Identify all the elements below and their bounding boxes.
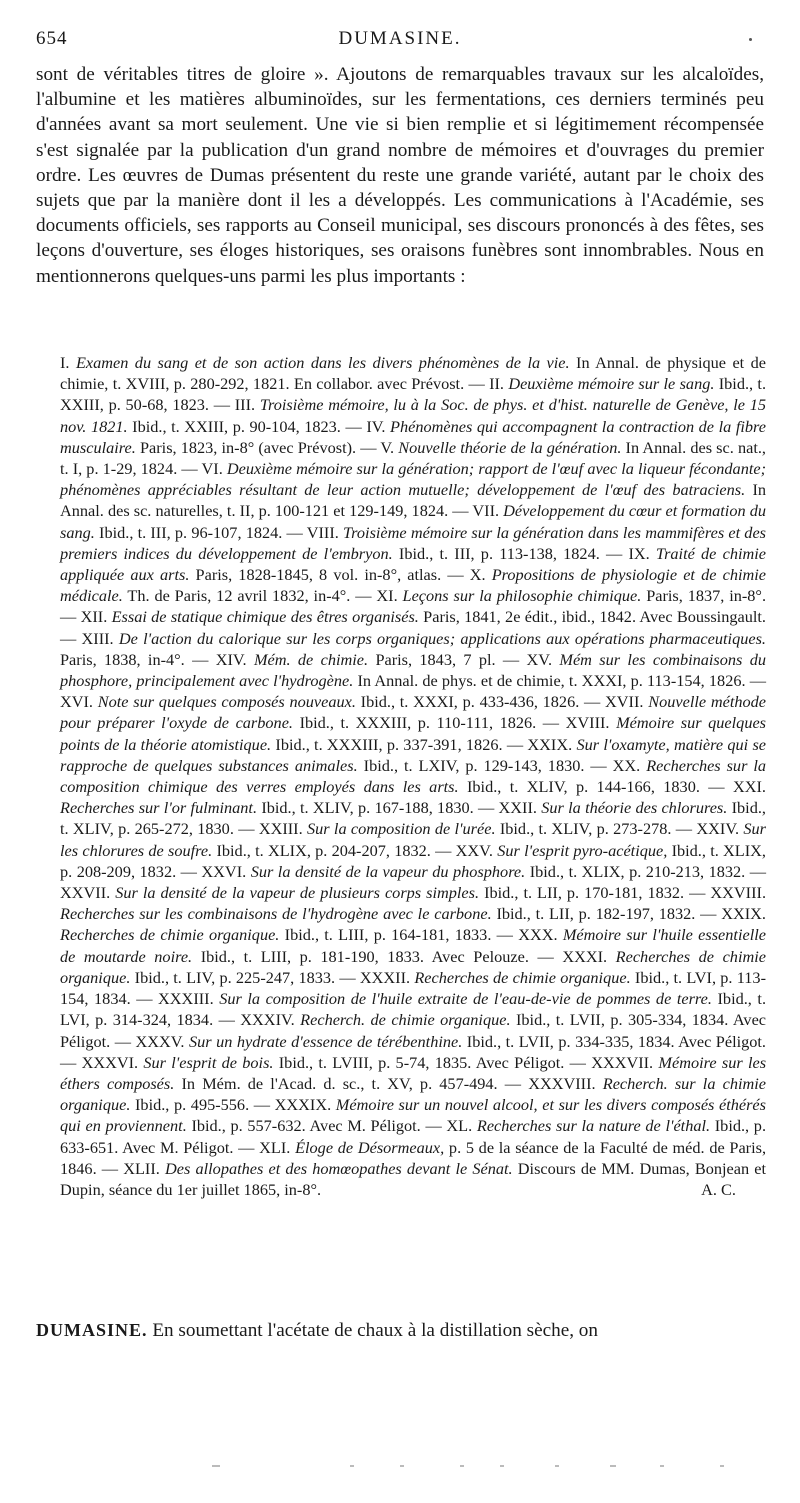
bibliography-entry: — IV. Phénomènes qui accompagnent la contraction de la fibre musculaire. Paris, 1823, in-8° (avec Prévost). (60, 416, 766, 457)
running-title: DUMASINE. (338, 28, 462, 49)
bibliography-entry: — XXIX. Recherches de chimie organique. Ibid., t. LIII, p. 164-181, 1833. (60, 904, 766, 945)
entry-title: Recherches sur la composition chimique des verres employés dans les arts. (60, 755, 767, 797)
entry-reference: Ibid., t. III, p. 113-138, 1824. (398, 543, 600, 563)
entry-reference: Ibid., t. XLIX, p. 204-207, 1832. (216, 840, 431, 860)
entry-reference: Ibid., t. LII, p. 170-181, 1832. (484, 883, 685, 903)
entry-title: Éloge de Désormeaux, (295, 1137, 445, 1157)
bibliography-entry: — XXVI. Sur la densité de la vapeur du phosphore. Ibid., t. XLIX, p. 210-213, 1832. (176, 861, 746, 881)
entry-title: Développement du cœur et formation du sang. (60, 501, 766, 542)
bibliography-entry: — XVII. Nouvelle méthode pour préparer l'oxyde de carbone. Ibid., t. XXXIII, p. 110-111, 1826. (60, 692, 766, 733)
entry-title: Note sur quelques composés nouveaux. (97, 692, 356, 712)
bibliography-entry: — VII. Développement du cœur et formation du sang. Ibid., t. III, p. 96-107, 1824. (60, 501, 766, 542)
entry-reference: Paris, 1838, in-4°. (60, 649, 185, 669)
entry-reference: In Annal. des sc. nat., t. I, p. 1-29, 1824. (60, 437, 766, 479)
entry-reference: p. 5 de la séance de la Faculté de méd. de Paris, 1846. (60, 1137, 767, 1178)
intro-paragraph (36, 62, 764, 289)
entry-reference: In Annal. de physique et de chimie, t. XVIII, p. 280-292, 1821. En collabor. avec Prévost. (60, 353, 766, 394)
entry-title: Mémoire sur un nouvel alcool, et sur les divers composés éthérés qui en proviennent. (60, 1095, 766, 1136)
entry-number: XXXIV. (240, 1010, 295, 1030)
entry-title: Deuxième mémoire sur le sang. (508, 374, 715, 394)
entry-reference: Paris, 1823, in-8° (avec Prévost). (139, 437, 357, 457)
bibliography-entry: — XV. Mém sur les combinaisons du phosphore, principalement avec l'hydrogène. In Annal. de phys. et de chimie, t. XXXI, p. 113-154, 1826. (60, 649, 767, 691)
entry-number: XX. (612, 755, 641, 775)
entry-reference: Ibid., t. III, p. 96-107, 1824. (99, 522, 283, 542)
bibliography-entry: — XL. Recherches sur la nature de l'éthal. Ibid., p. 633-651. Avec M. Péligot. (60, 1116, 767, 1157)
next-entry-text: En soumettant l'acétate de chaux à la distillation sèche, on (152, 1320, 598, 1341)
bibliography-entry: — XXVII. Sur la densité de la vapeur de plusieurs corps simples. Ibid., t. LII, p. 170-181, 1832. (60, 861, 767, 903)
entry-number: XXVI. (201, 861, 247, 881)
entry-title: De l'action du calorique sur les corps organiques; applications aux opérations pharmaceutiques. (118, 628, 766, 648)
entry-reference: Ibid., t. LVII, p. 334-335, 1834. Avec Péligot. (466, 1031, 766, 1051)
next-entry-headword: DUMASINE. (36, 1320, 148, 1340)
entry-number: XXXIII. (158, 989, 214, 1009)
bibliography-entry: — XXVIII. Recherches sur les combinaisons de l'hydrogène avec le carbone. Ibid., t. LII, p. 182-197, 1832. (60, 883, 767, 924)
entry-title: Recherches de chimie organique. (60, 925, 280, 945)
entry-title: Sur la densité de la vapeur de plusieurs corps simples. (115, 883, 480, 903)
entry-reference: Ibid., t. XXXIII, p. 110-111, 1826. (299, 713, 537, 733)
bibliography-entry: — XI. Leçons sur la philosophie chimique. Paris, 1837, in-8°. (350, 586, 767, 606)
entry-reference: In Annal. des sc. naturelles, t. II, p. 100-121 et 129-149, 1824. (60, 480, 766, 521)
entry-reference: Paris, 1843, 7 pl. (375, 649, 496, 669)
entry-title: Sur l'esprit pyro-acétique, (497, 840, 668, 860)
bibliography-entry: — V. Nouvelle théorie de la génération. In Annal. des sc. nat., t. I, p. 1-29, 1824. (60, 437, 766, 479)
entry-title: Troisième mémoire, lu à la Soc. de phys. et d'hist. naturelle de Genève, le 15 nov. 1821. (60, 395, 767, 436)
entry-title: Mémoire sur l'huile essentielle de moutarde noire. (60, 925, 766, 966)
entry-reference: Ibid., t. LVIII, p. 5-74, 1835. Avec Péligot. (278, 1052, 565, 1072)
entry-title: Mém sur les combinaisons du phosphore, principalement avec l'hydrogène. (60, 649, 767, 691)
entry-title: Phénomènes qui accompagnent la contraction de la fibre musculaire. (60, 416, 766, 457)
entry-reference: In Mém. de l'Acad. d. sc., t. XV, p. 457-494. (181, 1073, 498, 1093)
bibliography-entry: — XLI. Éloge de Désormeaux, p. 5 de la séance de la Faculté de méd. de Paris, 1846. (60, 1137, 767, 1178)
bibliography-entry: — XVIII. Mémoire sur quelques points de la théorie atomistique. Ibid., t. XXXIII, p. 337-391, 1826. (60, 713, 767, 754)
entry-title: Leçons sur la philosophie chimique. (402, 586, 642, 606)
entry-number: XXXV. (135, 1031, 185, 1051)
entry-number: X. (469, 565, 486, 585)
bleed-through-trace (200, 1462, 760, 1470)
entry-number: XLI. (259, 1137, 291, 1157)
entry-number: XXXIX. (274, 1095, 332, 1115)
entry-number: XXXI. (562, 946, 608, 966)
entry-number: XVIII. (565, 713, 610, 733)
bibliography-entry: — XXIV. Sur les chlorures de soufre. Ibid., t. XLIX, p. 204-207, 1832. (60, 819, 767, 860)
entry-reference: Th. de Paris, 12 avril 1832, in-4°. (127, 586, 351, 606)
bibliography-entry: — XII. Essai de statique chimique des êtres organisés. Paris, 1841, 2e édit., ibid., 1842. Avec Boussingault. (60, 607, 766, 627)
entry-number: XXXVIII. (528, 1073, 596, 1093)
entry-number: XXIII. (258, 819, 303, 839)
entry-reference: Ibid., p. 557-632. Avec M. Péligot. (191, 1116, 421, 1136)
entry-title: Sur l'esprit de bois. (143, 1052, 274, 1072)
entry-number: III. (234, 395, 256, 415)
bibliography-entry: — XXIX. Sur l'oxamyte, matière qui se rapproche de quelques substances animales. Ibid., t. LXIV, p. 129-143, 1830. (60, 734, 767, 775)
entry-reference: Paris, 1841, 2e édit., ibid., 1842. Avec Boussingault. (423, 607, 766, 627)
bibliography-entry: — XXXIII. Sur la composition de l'huile extraite de l'eau-de-vie de pommes de terre. Ibid., t. LVI, p. 314-324, 1834. (60, 989, 767, 1030)
entry-reference: In Annal. de phys. et de chimie, t. XXXI, p. 113-154, 1826. (357, 671, 746, 691)
entry-title: Recherches sur l'or fulminant. (60, 798, 258, 818)
bibliography-entry: — XXXIV. Recherch. de chimie organique. Ibid., t. LVII, p. 305-334, 1834. Avec Péligot. (60, 1010, 767, 1051)
entry-number: VI. (201, 459, 223, 479)
entry-title: Mémoire sur quelques points de la théorie atomistique. (60, 713, 767, 754)
bibliography-entry: — XXXVI. Sur l'esprit de bois. Ibid., t. LVIII, p. 5-74, 1835. Avec Péligot. (60, 1052, 565, 1072)
page-header (36, 28, 764, 56)
entry-number: XLII. (123, 1158, 160, 1178)
bibliography-entry: — XXXII. Recherches de chimie organique. Ibid., t. LVI, p. 113-154, 1834. (60, 967, 766, 1009)
bibliography-entry: — VI. Deuxième mémoire sur la génération; rapport de l'œuf avec la liqueur fécondante; phénomènes appréciables résultant de leur action mutuelle; développement de l'œuf des batraciens. In Annal. des sc. naturelles, t. II, p. 100-121 et 129-149, 1824. (60, 459, 767, 521)
entry-reference: Ibid., t. LVI, p. 113-154, 1834. (60, 967, 766, 1009)
entry-title: Sur un hydrate d'essence de térébenthine. (189, 1031, 463, 1051)
entry-number: XXXVII. (591, 1052, 654, 1072)
entry-reference: Ibid., t. LII, p. 182-197, 1832. (496, 904, 696, 924)
entry-title: Mém. de chimie. (253, 649, 369, 669)
entry-title: Propositions de physiologie et de chimie médicale. (60, 565, 766, 606)
entry-reference: Ibid., t. XXXIII, p. 337-391, 1826. (275, 734, 503, 754)
next-entry (36, 1318, 764, 1343)
bibliography-entry: — XXXIX. Mémoire sur un nouvel alcool, et sur les divers composés éthérés qui en proviennent. Ibid., p. 557-632. Avec M. Péligot. (60, 1095, 766, 1136)
entry-number: XXII. (498, 798, 537, 818)
entry-title: Examen du sang et de son action dans les divers phénomènes de la vie. (75, 353, 570, 372)
intro-text: sont de véritables titres de gloire ». Ajoutons de remarquables travaux sur les alcaloïdes, l'albumine et les matières albuminoïdes, sur les fermentations, ces derniers terminés peu d'années avant sa mort seulement. Une vie si bien remplie et si légitimement récompensée s'est signalée par la publication d'un grand nombre de mémoires et d'ouvrages du premier ordre. Les œuvres de Dumas présentent du reste une grande variété, autant par le choix des sujets que par la manière dont il les a développés. Les communications à l'Académie, ses documents officiels, ses rapports au Conseil municipal, ses discours prononcés à des fêtes, ses leçons d'ouverture, ses éloges historiques, ses oraisons funèbres sont innombrables. Nous en mentionnerons quelques-uns parmi les plus importants : (36, 64, 764, 287)
bibliography-entry: — XXX. Mémoire sur l'huile essentielle de moutarde noire. Ibid., t. LIII, p. 181-190, 1833. Avec Pelouze. (60, 925, 766, 966)
entry-title: Recherches de chimie organique. (60, 946, 766, 987)
entry-number: XIV. (215, 649, 247, 669)
entry-number: XII. (80, 607, 108, 627)
entry-title: Troisième mémoire sur la génération dans les mammifères et des premiers indices du développement de l'embryon. (60, 522, 767, 563)
entry-title: Sur les chlorures de soufre. (60, 819, 767, 860)
entry-number: VII. (472, 501, 500, 521)
bibliography (60, 352, 766, 1200)
bibliography-entry: — IX. Traité de chimie appliquée aux arts. Paris, 1828-1845, 8 vol. in-8°, atlas. (60, 543, 766, 585)
entry-title: Recherches de chimie organique. (414, 967, 631, 987)
entry-title: Recherch. de chimie organique. (300, 1010, 511, 1030)
entry-number: II. (489, 374, 504, 394)
bibliography-entry: — XXXVIII. Recherch. sur la chimie organique. Ibid., p. 495-556. (60, 1073, 767, 1115)
bibliography-entry: — III. Troisième mémoire, lu à la Soc. de phys. et d'hist. naturelle de Genève, le 15 nov. 1821. Ibid., t. XXIII, p. 90-104, 1823. (60, 395, 767, 436)
bibliography-entry: — VIII. Troisième mémoire sur la génération dans les mammifères et des premiers indices du développement de l'embryon. Ibid., t. III, p. 113-138, 1824. (60, 522, 767, 563)
entry-reference: Ibid., t. LVI, p. 314-324, 1834. (60, 989, 767, 1030)
print-speck (749, 38, 752, 41)
entry-number: XXV. (455, 840, 493, 860)
entry-reference: Paris, 1828-1845, 8 vol. in-8°, atlas. (195, 565, 442, 585)
entry-title: Traité de chimie appliquée aux arts. (60, 543, 766, 585)
entry-reference: Ibid., t. LVII, p. 305-334, 1834. Avec Péligot. (60, 1010, 767, 1051)
entry-reference: Ibid., t. XLIV, p. 273-278. (499, 819, 672, 839)
entry-reference: Ibid., t. XXXI, p. 433-436, 1826. (360, 692, 580, 712)
entry-title: Sur la densité de la vapeur du phosphore. (250, 861, 526, 881)
entry-reference: Ibid., p. 633-651. Avec M. Péligot. (60, 1116, 767, 1157)
entry-title: Deuxième mémoire sur la génération; rapport de l'œuf avec la liqueur fécondante; phénomènes appréciables résultant de leur action mutuelle; développement de l'œuf des batraciens. (60, 459, 767, 500)
bibliography-entry: — XXII. Sur la théorie des chlorures. Ibid., t. XLIV, p. 265-272, 1830. (60, 798, 766, 839)
entry-reference: Paris, 1837, in-8°. (646, 586, 767, 606)
entry-number: XXIX. (721, 904, 766, 924)
page-number: 654 (36, 28, 68, 49)
entry-reference: Ibid., t. XXIII, p. 50-68, 1823. (60, 374, 767, 415)
entry-number: XIII. (81, 628, 114, 648)
entry-number: XVI. (60, 692, 94, 712)
entry-title: Sur la théorie des chlorures. (541, 798, 728, 818)
bibliography-entry: — XXIII. Sur la composition de l'urée. Ibid., t. XLIV, p. 273-278. (233, 819, 672, 839)
entry-reference: Discours de MM. Dumas, Bonjean et Dupin, séance du 1er juillet 1865, in-8°. (60, 1158, 767, 1199)
entry-reference: Ibid., t. LIV, p. 225-247, 1833. (134, 967, 336, 987)
entry-title: Des allopathes et des homœopathes devant le Sénat. (165, 1158, 513, 1178)
entry-number: XI. (376, 586, 398, 606)
entry-title: Sur la composition de l'huile extraite de l'eau-de-vie de pommes de terre. (219, 989, 712, 1009)
bibliography-entry: — XXXV. Sur un hydrate d'essence de térébenthine. Ibid., t. LVII, p. 334-335, 1834. Avec Péligot. (110, 1031, 766, 1051)
bibliography-entry: — XXXI. Recherches de chimie organique. Ibid., t. LIV, p. 225-247, 1833. (60, 946, 766, 987)
entry-title: Recherches sur la nature de l'éthal. (476, 1116, 711, 1136)
entry-reference: Ibid., t. XLIX, p. 210-213, 1832. (529, 861, 746, 881)
entry-reference: Ibid., p. 495-556. (135, 1095, 250, 1115)
entry-title: Essai de statique chimique des êtres organisés. (111, 607, 419, 627)
bibliography-entry: — II. Deuxième mémoire sur le sang. Ibid., t. XXIII, p. 50-68, 1823. (60, 374, 767, 415)
entry-title: Sur l'oxamyte, matière qui se rapproche de quelques substances animales. (60, 734, 767, 775)
entry-number: XXVIII. (710, 883, 767, 903)
entry-number: XXXVI. (81, 1052, 139, 1072)
author-signature: A. C. (701, 1179, 736, 1199)
entry-number: XXXII. (359, 967, 411, 987)
bibliography-entry: — XXI. Recherches sur l'or fulminant. Ibid., t. XLIV, p. 167-188, 1830. (60, 777, 766, 818)
bibliography-entry: — XX. Recherches sur la composition chimique des verres employés dans les arts. Ibid., t. XLIV, p. 144-166, 1830. (60, 755, 767, 797)
entry-reference: Ibid., t. LIII, p. 181-190, 1833. Avec Pelouze. (200, 946, 529, 966)
entry-reference: Ibid., t. XLIX, p. 208-209, 1832. (60, 840, 766, 881)
entry-number: IV. (366, 416, 386, 436)
entry-reference: Ibid., t. LXIV, p. 129-143, 1830. (363, 755, 585, 775)
entry-number: XL. (446, 1116, 473, 1136)
entry-reference: Ibid., t. XXIII, p. 90-104, 1823. (132, 416, 341, 436)
entry-title: Sur la composition de l'urée. (307, 819, 496, 839)
entry-reference: Ibid., t. XLIV, p. 167-188, 1830. (261, 798, 474, 818)
entry-number: IX. (628, 543, 650, 563)
entry-number: XVII. (605, 692, 644, 712)
entry-number: XV. (526, 649, 553, 669)
entry-title: Recherch. sur la chimie organique. (60, 1073, 767, 1115)
bibliography-entry: — XVI. Note sur quelques composés nouveaux. Ibid., t. XXXI, p. 433-436, 1826. (60, 671, 767, 712)
bibliography-entry: — X. Propositions de physiologie et de chimie médicale. Th. de Paris, 12 avril 1832, in-4°. (60, 565, 766, 606)
entry-number: VIII. (306, 522, 339, 542)
bibliography-text (60, 352, 766, 1200)
entry-reference: Ibid., t. XLIV, p. 144-166, 1830. (466, 777, 700, 797)
entry-title: Recherches sur les combinaisons de l'hydrogène avec le carbone. (60, 904, 492, 924)
bibliography-entry: — XXXVII. Mémoire sur les éthers composés. In Mém. de l'Acad. d. sc., t. XV, p. 457-494. (60, 1052, 767, 1093)
bibliography-entry: — XIII. De l'action du calorique sur les corps organiques; applications aux opérations pharmaceutiques. Paris, 1838, in-4°. (60, 628, 766, 669)
bibliography-entry: — XXV. Sur l'esprit pyro-acétique, Ibid., t. XLIX, p. 208-209, 1832. (60, 840, 766, 881)
bibliography-entry: — XIV. Mém. de chimie. Paris, 1843, 7 pl. (184, 649, 496, 669)
entry-title: Nouvelle méthode pour préparer l'oxyde de carbone. (60, 692, 766, 733)
bibliography-entry: — XLII. Des allopathes et des homœopathes devant le Sénat. Discours de MM. Dumas, Bonjean et Dupin, séance du 1er juillet 1865, in-8°. (60, 1158, 767, 1199)
entry-reference: Ibid., t. LIII, p. 164-181, 1833. (284, 925, 492, 945)
entry-reference: Ibid., t. XLIV, p. 265-272, 1830. (60, 798, 766, 839)
entry-title: Nouvelle théorie de la génération. (398, 437, 622, 457)
entry-number: XXX. (518, 925, 558, 945)
entry-number: I. (60, 353, 70, 372)
entry-number: XXIV. (696, 819, 740, 839)
entry-number: XXVII. (60, 883, 111, 903)
entry-number: XXI. (732, 777, 766, 797)
entry-number: XXIX. (527, 734, 573, 754)
entry-number: V. (380, 437, 395, 457)
entry-title: Mémoire sur les éthers composés. (60, 1052, 767, 1093)
